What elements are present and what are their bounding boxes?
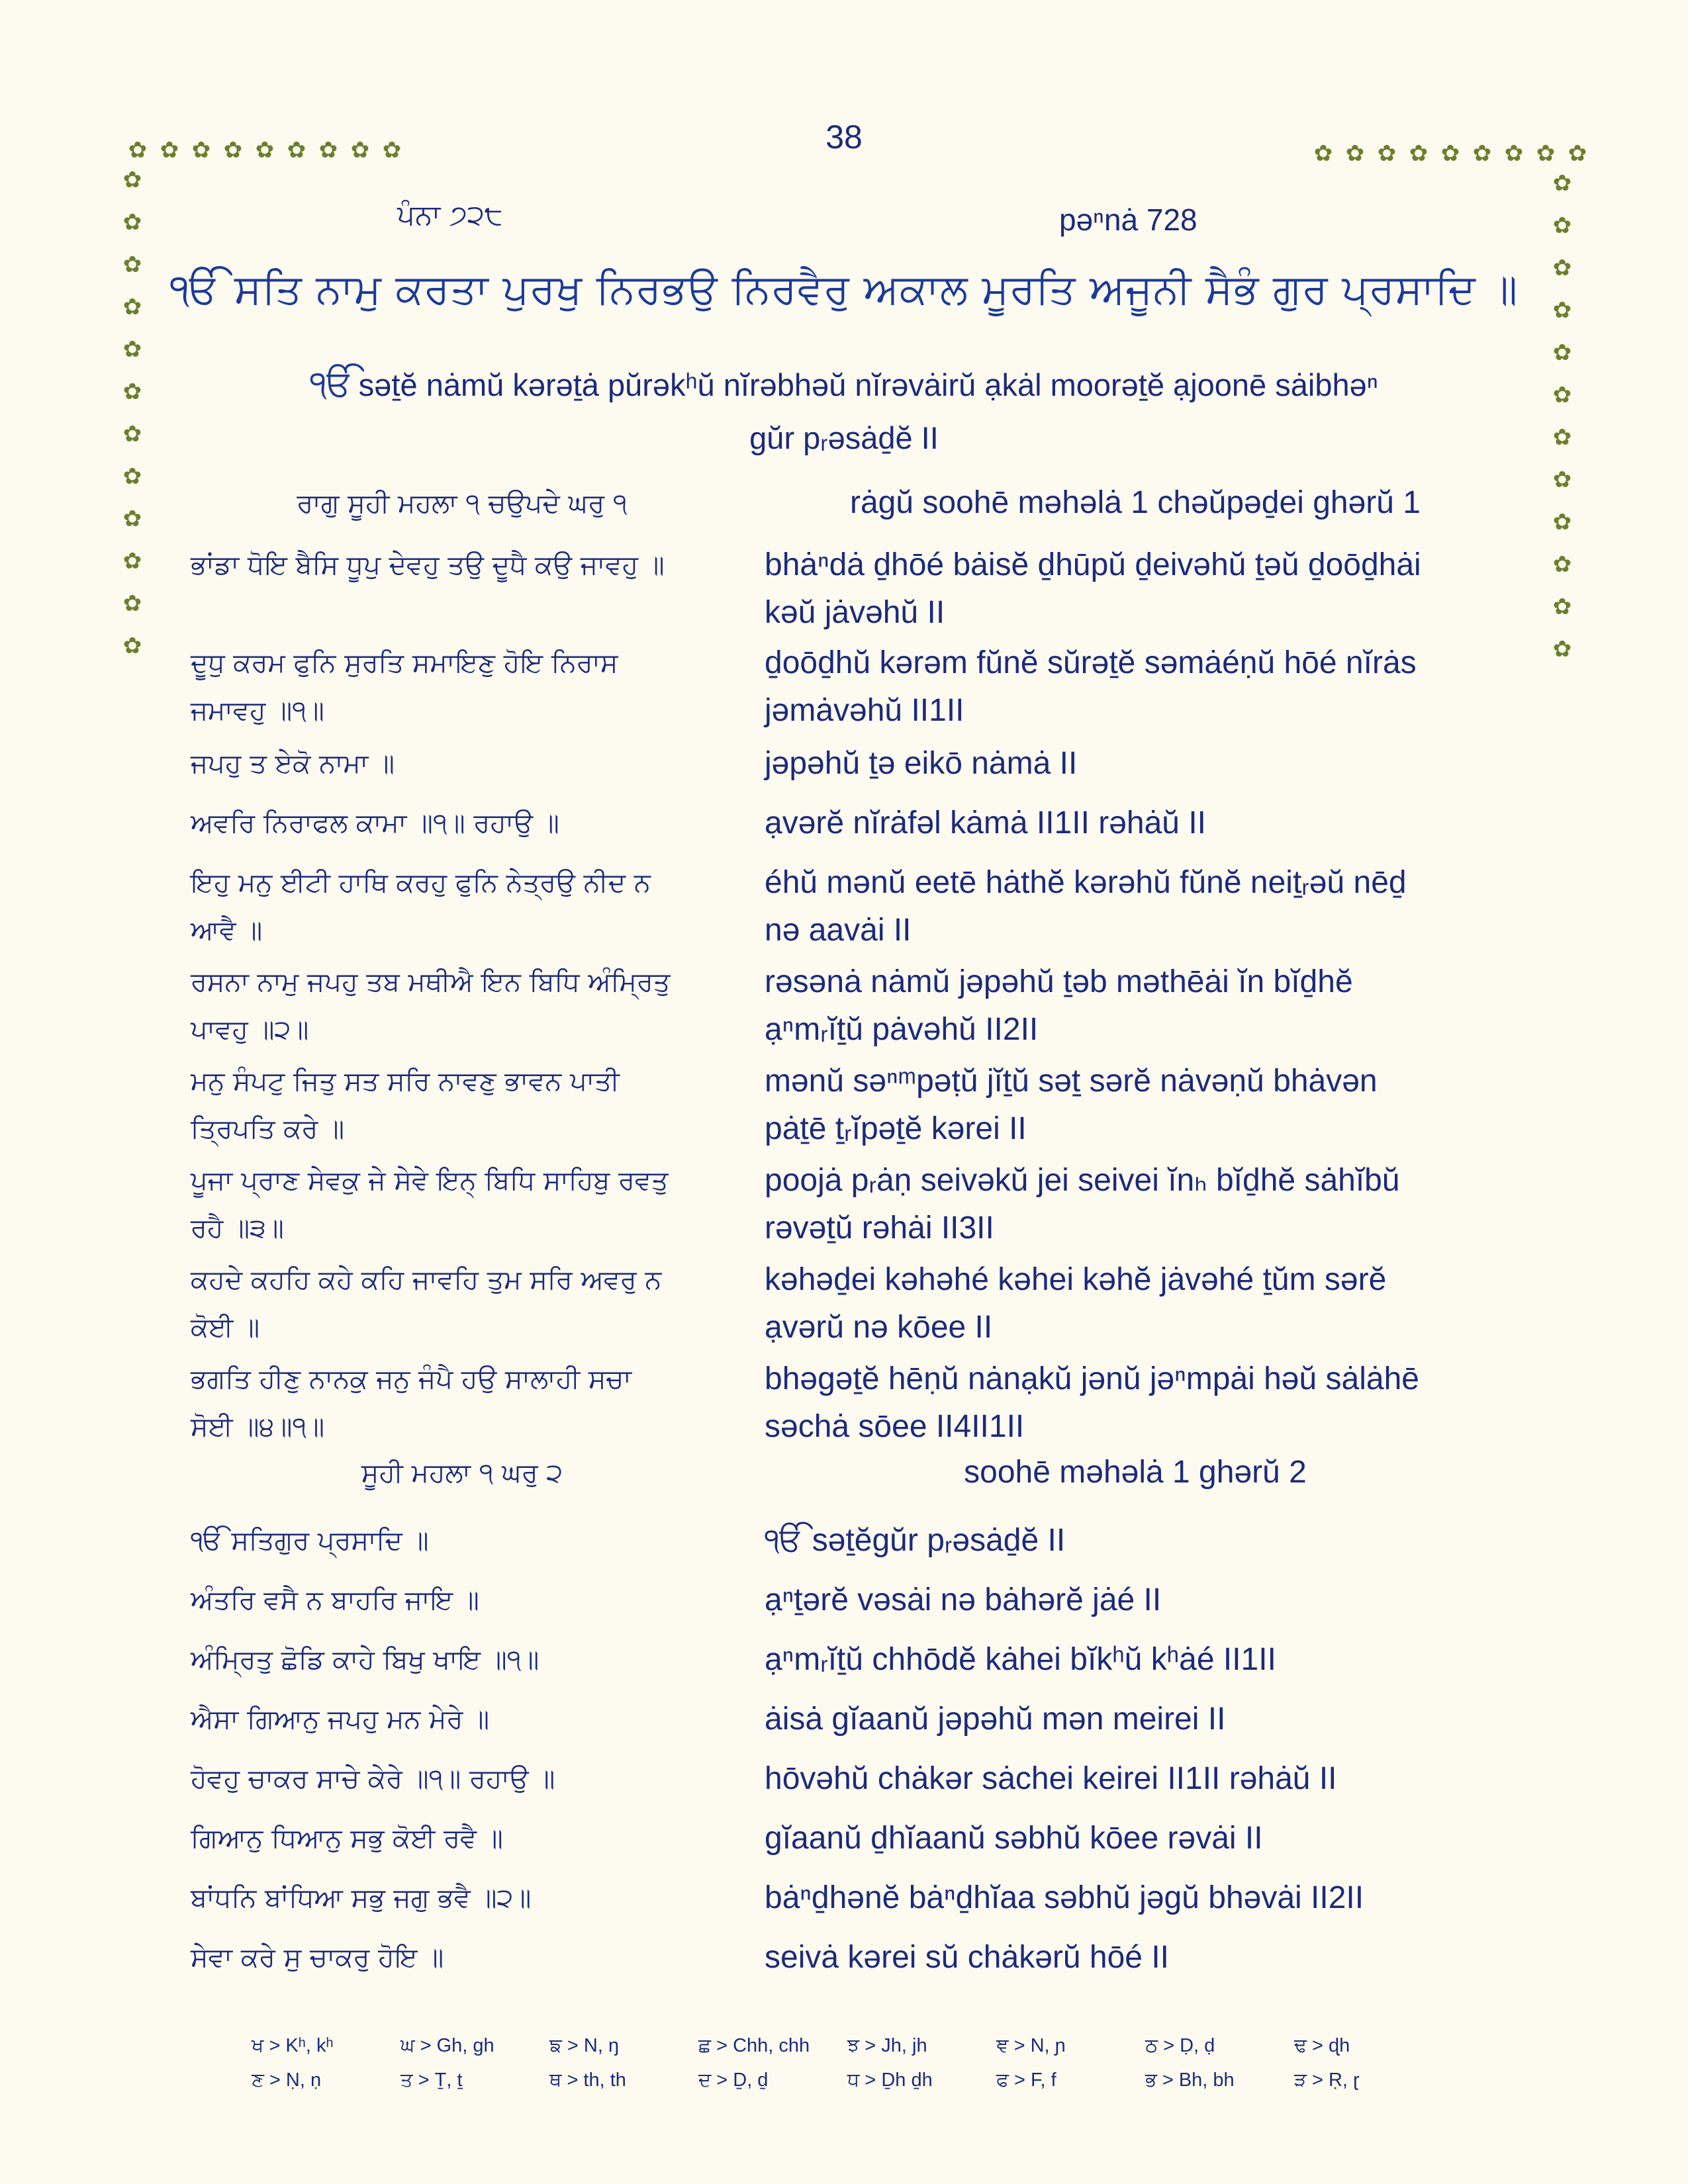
verse-gurmukhi: ਅੰਤਰਿ ਵਸੈ ਨ ਬਾਹਰਿ ਜਾਇ ॥ [191,1585,479,1615]
verse-gurmukhi: ਰਸਨਾ ਨਾਮੁ ਜਪਹੁ ਤਬ ਮਥੀਐ ਇਨ ਬਿਧਿ ਅੰਮ੍ਰਿਤੁ ਪਾਵਹੁ ॥੨॥ [191,967,671,1045]
flower-icon: ✿ [1552,170,1572,197]
flower-icon: ✿ [122,251,142,278]
verse-transliteration: bȧⁿḏhənĕ bȧⁿḏhĭaa səbhŭ jəgŭ bhəvȧi II2II [765,1880,1364,1915]
flower-icon: ✿ [122,463,142,490]
verse-transliteration: mənŭ səⁿᵐpəṭŭ jĭṯŭ səṯ sərĕ nȧvəṇŭ bhȧvən pȧṯē ṯᵣĭpəṯĕ kərei II [765,1064,1378,1146]
legend-item: ਢ > ɖh [1294,2035,1350,2056]
verse-transliteration: ੴ səṯĕgŭr pᵣəsȧḏĕ II [765,1523,1066,1558]
verse-gurmukhi: ਕਹਦੇ ਕਹਹਿ ਕਹੇ ਕਹਿ ਜਾਵਹਿ ਤੁਮ ਸਰਿ ਅਵਰੁ ਨ ਕੋਈ ॥ [191,1265,662,1343]
panna-gurmukhi: ਪੰਨਾ ੭੨੮ [397,199,503,231]
flower-icon: ✿ [122,421,142,447]
verse-gurmukhi: ਦੂਧੁ ਕਰਮ ਫੁਨਿ ਸੁਰਤਿ ਸਮਾਇਣੁ ਹੋਇ ਨਿਰਾਸ ਜਮਾਵਹੁ ॥੧॥ [191,648,618,726]
legend-row [252,2035,1443,2070]
legend-item: ਝ > Jh, jh [847,2035,927,2056]
page-number: 38 [825,118,863,156]
verse-gurmukhi: ਸੇਵਾ ਕਰੇ ਸੁ ਚਾਕਰੁ ਹੋਇ ॥ [191,1942,444,1973]
verse-transliteration: rəsənȧ nȧmŭ jəpəhŭ ṯəb məthēȧi ĭn bĭḏhĕ ạⁿmᵣĭṯŭ pȧvəhŭ II2II [765,964,1353,1047]
verse-gurmukhi: ਅੰਮ੍ਰਿਤੁ ਛੋਡਿ ਕਾਹੇ ਬਿਖੁ ਖਾਇ ॥੧॥ [191,1645,539,1675]
verse-transliteration: poojȧ pᵣȧṇ seivəkŭ jei seivei ĭnₕ bĭḏhĕ sȧhĭbŭ rəvəṯŭ rəhȧi II3II [765,1163,1400,1246]
flower-icon: ✿ [1552,594,1572,620]
flower-icon: ✿ [1440,140,1460,167]
section1-heading-transliteration: rȧgŭ soohē məhəlȧ 1 chəŭpəḏei ghərŭ 1 [850,485,1421,520]
flower-icon: ✿ [223,137,243,163]
flower-icon: ✿ [1552,551,1572,578]
verse-gurmukhi: ਗਿਆਨੁ ਧਿਆਨੁ ਸਭੁ ਕੋਈ ਰਵੈ ॥ [191,1823,503,1854]
flower-icon: ✿ [1409,140,1429,167]
flower-border-top-right [1307,142,1593,165]
mool-mantar-translit-line2: gŭr pᵣəsȧḏĕ II [749,420,939,455]
verse-transliteration: éhŭ mənŭ eetē hȧthĕ kərəhŭ fŭnĕ neiṯᵣəŭ nēḏ nə aavȧi II [765,865,1407,948]
legend-item: ਧ > Ḏh ḏh [847,2070,933,2091]
flower-icon: ✿ [1552,509,1572,535]
flower-icon: ✿ [1345,140,1365,167]
section2-heading-transliteration: soohē məhəlȧ 1 ghərŭ 2 [964,1455,1307,1490]
transliteration-legend [252,2035,1443,2104]
flower-icon: ✿ [122,506,142,532]
flower-icon: ✿ [122,379,142,405]
flower-border-left [119,159,146,667]
flower-icon: ✿ [122,209,142,236]
verse-transliteration: bhȧⁿdȧ ḏhōé bȧisĕ ḏhūpŭ ḏeivəhŭ ṯəŭ ḏoōḏhȧi kəŭ jȧvəhŭ II [765,547,1421,630]
flower-border-top-left [122,139,408,161]
flower-icon: ✿ [1552,297,1572,324]
flower-icon: ✿ [1552,255,1572,281]
legend-item: ਖ > Kʰ, kʰ [252,2035,334,2056]
legend-row [252,2070,1443,2104]
verse-transliteration: ḏoōḏhŭ kərəm fŭnĕ sŭrəṯĕ səmȧéṇŭ hōé nĭrȧs jəmȧvəhŭ II1II [765,645,1417,728]
flower-icon: ✿ [1552,636,1572,662]
verse-transliteration: ạvərĕ nĭrȧfəl kȧmȧ II1II rəhȧŭ II [765,805,1207,841]
flower-icon: ✿ [1472,140,1492,167]
flower-icon: ✿ [160,137,179,163]
verse-gurmukhi: ਭਗਤਿ ਹੀਣੁ ਨਾਨਕੁ ਜਨੁ ਜੰਪੈ ਹਉ ਸਾਲਾਹੀ ਸਚਾ ਸੋਈ ॥੪॥੧॥ [191,1364,632,1442]
flower-icon: ✿ [1552,340,1572,366]
legend-item: ਦ > Ḏ, ḏ [698,2070,769,2091]
mool-mantar-gurmukhi: ੴ ਸਤਿ ਨਾਮੁ ਕਰਤਾ ਪੁਰਖੁ ਨਿਰਭਉ ਨਿਰਵੈਰੁ ਅਕਾਲ ਮੂਰਤਿ ਅਜੂਨੀ ਸੈਭੰ ਗੁਰ ਪ੍ਰਸਾਦਿ ॥ [169,265,1519,313]
legend-item: ਠ > Ḍ, ḍ [1145,2035,1215,2056]
verse-gurmukhi: ਅਵਰਿ ਨਿਰਾਫਲ ਕਾਮਾ ॥੧॥ ਰਹਾਉ ॥ [191,808,559,839]
verse-transliteration: jəpəhŭ ṯə eikō nȧmȧ II [765,746,1078,781]
flower-icon: ✿ [1552,382,1572,408]
flower-border-right [1549,162,1575,670]
flower-icon: ✿ [350,137,370,163]
verse-transliteration: kəhəḏei kəhəhé kəhei kəhĕ jȧvəhé ṯŭm sərĕ ạvərŭ nə kōee II [765,1262,1387,1345]
verse-transliteration: ạⁿmᵣĭṯŭ chhōdĕ kȧhei bĭkʰŭ kʰȧé II1II [765,1642,1276,1677]
legend-item: ਙ > N, ŋ [549,2035,620,2056]
verse-transliteration: hōvəhŭ chȧkər sȧchei keirei II1II rəhȧŭ II [765,1761,1337,1796]
mool-mantar-transliteration [199,357,1489,465]
legend-item: ੜ > Ṛ, ɽ [1294,2070,1360,2091]
section1-heading-gurmukhi: ਰਾਗੁ ਸੂਹੀ ਮਹਲਾ ੧ ਚਉਪਦੇ ਘਰੁ ੧ [297,488,628,519]
flower-icon: ✿ [1504,140,1524,167]
verse-transliteration: seivȧ kərei sŭ chȧkərŭ hōé II [765,1940,1169,1975]
verse-gurmukhi: ਮਨੁ ਸੰਪਟੁ ਜਿਤੁ ਸਤ ਸਰਿ ਨਾਵਣੁ ਭਾਵਨ ਪਾਤੀ ਤ੍ਰਿਪਤਿ ਕਰੇ ॥ [191,1066,620,1144]
verse-gurmukhi: ਹੋਵਹੁ ਚਾਕਰ ਸਾਚੇ ਕੇਰੇ ॥੧॥ ਰਹਾਉ ॥ [191,1764,555,1794]
flower-icon: ✿ [287,137,306,163]
verse-gurmukhi: ਇਹੁ ਮਨੁ ਈਟੀ ਹਾਥਿ ਕਰਹੁ ਫੁਨਿ ਨੇਤ੍ਰਉ ਨੀਦ ਨ ਆਵੈ ॥ [191,868,651,946]
flower-icon: ✿ [128,137,148,163]
verse-transliteration: bhəgəṯĕ hēṇŭ nȧnạkŭ jənŭ jəⁿmpȧi həŭ sȧlȧhē səchȧ sōee II4II1II [765,1361,1419,1444]
verse-transliteration: ȧisȧ gĭaanŭ jəpəhŭ mən meirei II [765,1702,1226,1737]
flower-icon: ✿ [1568,140,1587,167]
legend-item: ਤ > Ṯ, ṯ [400,2070,463,2091]
flower-icon: ✿ [382,137,402,163]
flower-icon: ✿ [122,633,142,659]
legend-item: ਭ > Bh, bh [1145,2070,1235,2091]
legend-item: ਥ > th, th [549,2070,626,2091]
flower-icon: ✿ [191,137,211,163]
legend-item: ਛ > Chh, chh [698,2035,810,2056]
flower-icon: ✿ [122,548,142,574]
verse-gurmukhi: ਐਸਾ ਗਿਆਨੁ ਜਪਹੁ ਮਨ ਮੇਰੇ ॥ [191,1704,490,1735]
verse-gurmukhi: ਜਪਹੁ ਤ ਏਕੋ ਨਾਮਾ ॥ [191,749,395,779]
legend-item: ਘ > Gh, gh [400,2035,494,2056]
flower-icon: ✿ [1313,140,1333,167]
flower-icon: ✿ [1552,467,1572,493]
verse-gurmukhi: ਬਾਂਧਨਿ ਬਾਂਧਿਆ ਸਭੁ ਜਗੁ ਭਵੈ ॥੨॥ [191,1883,532,1913]
flower-icon: ✿ [122,590,142,617]
verse-transliteration: ạⁿṯərĕ vəsȧi nə bȧhərĕ jȧé II [765,1582,1162,1617]
legend-item: ਞ > N, ɲ [996,2035,1066,2056]
verse-gurmukhi: ੴ ਸਤਿਗੁਰ ਪ੍ਰਸਾਦਿ ॥ [191,1525,429,1556]
flower-icon: ✿ [1377,140,1397,167]
flower-icon: ✿ [122,294,142,320]
panna-transliteration: pəⁿnȧ 728 [1059,203,1197,237]
verse-gurmukhi: ਪੂਜਾ ਪ੍ਰਾਣ ਸੇਵਕੁ ਜੇ ਸੇਵੇ ਇਨ੍ ਬਿਧਿ ਸਾਹਿਬੁ ਰਵਤੁ ਰਹੈ ॥੩॥ [191,1165,669,1244]
flower-icon: ✿ [255,137,275,163]
legend-item: ਫ > F, f [996,2070,1056,2091]
ik-onkar-symbol: ੴ [310,363,353,404]
verse-transliteration: gĭaanŭ ḏhĭaanŭ səbhŭ kōee rəvȧi II [765,1821,1263,1856]
flower-icon: ✿ [122,167,142,193]
flower-icon: ✿ [1552,212,1572,239]
flower-icon: ✿ [122,336,142,363]
legend-item: ਣ > Ṇ, ṇ [252,2070,322,2091]
verse-gurmukhi: ਭਾਂਡਾ ਧੋਇ ਬੈਸਿ ਧੂਪੁ ਦੇਵਹੁ ਤਉ ਦੂਧੈ ਕਉ ਜਾਵਹੁ ॥ [191,550,665,580]
flower-icon: ✿ [1536,140,1556,167]
flower-icon: ✿ [318,137,338,163]
mool-mantar-translit-line1: səṯĕ nȧmŭ kərəṯȧ pŭrəkʰŭ nĭrəbhəŭ nĭrəvȧirŭ ạkȧl moorəṯĕ ạjoonē sȧibhəⁿ [358,367,1378,402]
section2-heading-gurmukhi: ਸੂਹੀ ਮਹਲਾ ੧ ਘਰੁ ੨ [361,1458,563,1488]
flower-icon: ✿ [1552,424,1572,451]
